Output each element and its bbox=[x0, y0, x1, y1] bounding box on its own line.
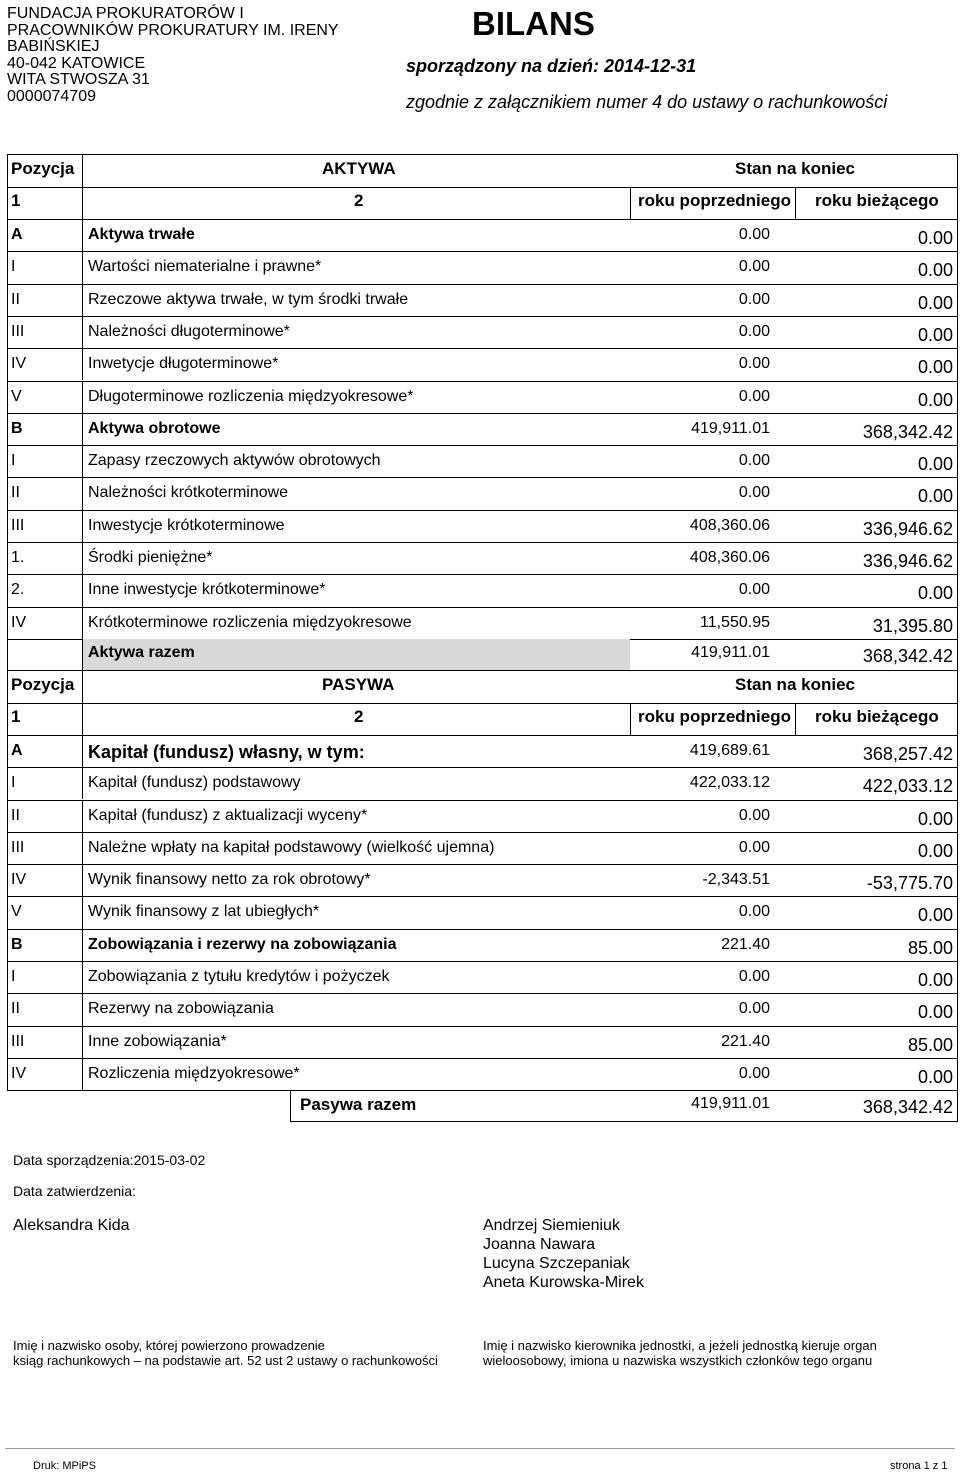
column-divider bbox=[82, 284, 83, 316]
column-header-name: PASYWA bbox=[322, 674, 395, 694]
accountant-caption bbox=[13, 1338, 438, 1368]
column-divider bbox=[82, 348, 83, 380]
row-name: Wynik finansowy netto za rok obrotowy* bbox=[88, 871, 371, 889]
column-divider bbox=[82, 800, 83, 832]
row-position: IV bbox=[11, 871, 27, 889]
row-name: Inne zobowiązania* bbox=[88, 1032, 227, 1050]
row-current-year-value: 0.00 bbox=[917, 905, 953, 926]
row-current-year-value: 31,395.80 bbox=[872, 615, 953, 636]
table-border-right bbox=[957, 154, 958, 1122]
row-prev-year-value: 221.40 bbox=[721, 1032, 770, 1050]
board-member: Lucyna Szczepaniak bbox=[483, 1255, 630, 1272]
column-header-stan: Stan na koniec bbox=[735, 159, 855, 178]
header-divider bbox=[7, 187, 957, 188]
column-divider bbox=[630, 703, 631, 735]
row-divider bbox=[7, 767, 957, 768]
table-border bbox=[7, 154, 957, 155]
column-divider bbox=[82, 607, 83, 639]
row-name: Należne wpłaty na kapitał podstawowy (wielkość ujemna) bbox=[88, 838, 495, 856]
column-divider bbox=[82, 832, 83, 864]
row-name: Inwetycje długoterminowe* bbox=[88, 355, 279, 373]
column-divider bbox=[82, 864, 83, 896]
row-divider bbox=[7, 348, 957, 349]
accountant-name: Aleksandra Kida bbox=[13, 1217, 130, 1234]
row-divider bbox=[7, 1026, 957, 1027]
row-position: III bbox=[11, 838, 25, 856]
row-name: Zobowiązania z tytułu kredytów i pożyczek bbox=[88, 968, 390, 985]
row-position: I bbox=[11, 968, 16, 985]
row-position: I bbox=[11, 774, 16, 792]
aktywa-total-prev: 419,911.01 bbox=[691, 643, 770, 661]
row-position: II bbox=[11, 290, 20, 308]
row-prev-year-value: 11,550.95 bbox=[700, 613, 770, 631]
row-prev-year-value: 0.00 bbox=[738, 581, 770, 599]
row-position: B bbox=[11, 935, 23, 953]
row-divider bbox=[7, 477, 957, 478]
row-divider bbox=[7, 800, 957, 801]
board-member: Joanna Nawara bbox=[483, 1236, 596, 1253]
document-title: BILANS bbox=[472, 5, 595, 42]
org-line: 0000074709 bbox=[7, 87, 96, 105]
row-prev-year-value: 419,689.61 bbox=[689, 741, 770, 759]
org-line: 40-042 KATOWICE bbox=[7, 54, 146, 72]
pasywa-total-prev: 419,911.01 bbox=[691, 1095, 770, 1113]
row-prev-year-value: 0.00 bbox=[738, 290, 770, 308]
row-divider bbox=[7, 607, 957, 608]
row-name: Rzeczowe aktywa trwałe, w tym środki trwałe bbox=[88, 290, 409, 308]
org-line: FUNDACJA PROKURATORÓW I bbox=[7, 5, 244, 22]
column-divider bbox=[82, 961, 83, 993]
row-name: Należności krótkoterminowe bbox=[88, 484, 289, 502]
date-created: Data sporządzenia:2015-03-02 bbox=[13, 1152, 206, 1168]
row-current-year-value: 0.00 bbox=[917, 324, 953, 345]
row-position: 1. bbox=[11, 549, 25, 566]
row-position: III bbox=[11, 1032, 25, 1050]
row-position: IV bbox=[11, 613, 27, 631]
board-member: Andrzej Siemieniuk bbox=[483, 1217, 620, 1234]
row-prev-year-value: 408,360.06 bbox=[689, 516, 770, 534]
row-current-year-value: 0.00 bbox=[917, 970, 953, 990]
column-divider bbox=[82, 993, 83, 1025]
column-divider bbox=[290, 1090, 291, 1122]
row-position: V bbox=[11, 903, 22, 921]
column-divider bbox=[82, 929, 83, 961]
row-divider bbox=[7, 832, 957, 833]
row-position: I bbox=[11, 258, 16, 276]
date-approved: Data zatwierdzenia: bbox=[13, 1183, 136, 1199]
board-names bbox=[483, 1216, 644, 1292]
footer-divider bbox=[5, 1448, 955, 1449]
row-divider bbox=[7, 1090, 957, 1091]
row-name: Środki pieniężne* bbox=[88, 549, 213, 566]
row-position: B bbox=[11, 419, 23, 437]
row-name: Długoterminowe rozliczenia międzyokresowe* bbox=[88, 387, 414, 405]
row-name: Rozliczenia międzyokresowe* bbox=[88, 1064, 300, 1082]
row-divider bbox=[7, 993, 957, 994]
pasywa-total-label: Pasywa razem bbox=[300, 1095, 417, 1115]
row-position: II bbox=[11, 806, 20, 824]
org-line: WITA STWOSZA 31 bbox=[7, 71, 150, 88]
column-header-name: AKTYWA bbox=[322, 159, 396, 178]
row-current-year-value: 85.00 bbox=[907, 937, 953, 958]
table-border-left bbox=[7, 154, 8, 1090]
column-divider bbox=[82, 1026, 83, 1058]
header-divider bbox=[7, 703, 957, 704]
row-name: Aktywa obrotowe bbox=[88, 419, 221, 437]
row-current-year-value: 0.00 bbox=[917, 389, 953, 410]
row-current-year-value: 0.00 bbox=[917, 808, 953, 829]
column-header-position: Pozycja bbox=[11, 159, 75, 178]
row-divider bbox=[7, 251, 957, 252]
org-line: PRACOWNIKÓW PROKURATURY IM. IRENY bbox=[7, 21, 339, 39]
column-number-2: 2 bbox=[354, 191, 364, 210]
row-divider bbox=[7, 316, 957, 317]
row-current-year-value: 0.00 bbox=[917, 583, 953, 604]
organization-block bbox=[7, 6, 387, 105]
row-divider bbox=[7, 445, 957, 446]
row-prev-year-value: 0.00 bbox=[738, 258, 770, 276]
row-current-year-value: 0.00 bbox=[917, 1002, 953, 1023]
aktywa-total-label: Aktywa razem bbox=[88, 643, 195, 661]
row-prev-year-value: 0.00 bbox=[738, 226, 770, 243]
column-divider bbox=[82, 219, 83, 251]
row-prev-year-value: 221.40 bbox=[721, 935, 770, 953]
row-prev-year-value: 0.00 bbox=[738, 903, 770, 921]
row-divider bbox=[7, 510, 957, 511]
legal-basis: zgodnie z załącznikiem numer 4 do ustawy o rachunkowości bbox=[406, 92, 888, 112]
row-divider bbox=[7, 1058, 957, 1059]
column-divider bbox=[82, 510, 83, 542]
row-name: Kapitał (fundusz) podstawowy bbox=[88, 774, 301, 792]
row-prev-year-value: 0.00 bbox=[738, 1000, 770, 1018]
row-prev-year-value: 0.00 bbox=[738, 1064, 770, 1082]
row-current-year-value: 0.00 bbox=[917, 292, 953, 313]
row-current-year-value: 336,946.62 bbox=[862, 518, 953, 539]
row-current-year-value: 0.00 bbox=[917, 228, 953, 248]
row-name: Kapitał (fundusz) z aktualizacji wyceny* bbox=[88, 806, 368, 824]
row-prev-year-value: 0.00 bbox=[738, 838, 770, 856]
column-divider bbox=[795, 703, 796, 735]
page-number: strona 1 z 1 bbox=[890, 1460, 948, 1472]
column-divider bbox=[630, 187, 631, 219]
row-divider bbox=[7, 961, 957, 962]
column-divider bbox=[82, 542, 83, 574]
row-current-year-value: 336,946.62 bbox=[862, 551, 953, 571]
caption-line: ksiąg rachunkowych – na podstawie art. 52 ust 2 ustawy o rachunkowości bbox=[13, 1353, 438, 1368]
row-name: Krótkoterminowe rozliczenia międzyokresowe bbox=[88, 613, 412, 631]
column-header-prev-year: roku poprzedniego bbox=[638, 706, 791, 726]
header-divider bbox=[7, 219, 957, 220]
column-divider bbox=[82, 381, 83, 413]
row-position: IV bbox=[11, 1064, 27, 1082]
column-divider bbox=[82, 574, 83, 606]
row-name: Inne inwestycje krótkoterminowe* bbox=[88, 581, 326, 599]
caption-line: wieloosobowy, imiona u nazwiska wszystkich członków tego organu bbox=[483, 1353, 873, 1368]
column-divider bbox=[82, 639, 83, 671]
row-name: Należności długoterminowe* bbox=[88, 322, 290, 340]
row-prev-year-value: 0.00 bbox=[738, 484, 770, 502]
row-name: Rezerwy na zobowiązania bbox=[88, 1000, 274, 1018]
header-divider bbox=[7, 735, 957, 736]
column-header-position: Pozycja bbox=[11, 674, 75, 694]
row-name: Wynik finansowy z lat ubiegłych* bbox=[88, 903, 320, 921]
row-current-year-value: 0.00 bbox=[917, 840, 953, 861]
row-divider bbox=[290, 1121, 957, 1122]
row-name: Kapitał (fundusz) własny, w tym: bbox=[88, 741, 365, 762]
row-position: III bbox=[11, 322, 25, 340]
row-current-year-value: 0.00 bbox=[917, 454, 953, 475]
row-divider bbox=[7, 284, 957, 285]
row-position: A bbox=[11, 226, 23, 243]
row-current-year-value: 85.00 bbox=[907, 1034, 953, 1055]
row-prev-year-value: 422,033.12 bbox=[689, 774, 770, 792]
org-line: BABIŃSKIEJ bbox=[7, 38, 100, 55]
row-divider bbox=[7, 670, 957, 671]
column-header-stan: Stan na koniec bbox=[735, 674, 855, 694]
row-current-year-value: 0.00 bbox=[917, 260, 953, 281]
row-name: Inwestycje krótkoterminowe bbox=[88, 516, 285, 534]
row-prev-year-value: -2,343.51 bbox=[702, 871, 770, 889]
row-divider bbox=[7, 896, 957, 897]
column-divider bbox=[82, 767, 83, 799]
column-divider bbox=[795, 187, 796, 219]
row-prev-year-value: 0.00 bbox=[738, 968, 770, 985]
row-divider bbox=[7, 574, 957, 575]
row-current-year-value: 368,257.42 bbox=[862, 743, 953, 764]
column-number-2: 2 bbox=[354, 706, 364, 726]
row-prev-year-value: 0.00 bbox=[738, 322, 770, 340]
row-divider bbox=[7, 381, 957, 382]
row-position: IV bbox=[11, 355, 27, 373]
row-prev-year-value: 0.00 bbox=[738, 355, 770, 373]
row-name: Zobowiązania i rezerwy na zobowiązania bbox=[88, 935, 397, 953]
row-position: II bbox=[11, 484, 20, 502]
row-prev-year-value: 419,911.01 bbox=[691, 419, 770, 437]
board-caption bbox=[483, 1338, 877, 1368]
row-current-year-value: 0.00 bbox=[917, 486, 953, 507]
row-position: A bbox=[11, 741, 23, 759]
row-prev-year-value: 0.00 bbox=[738, 806, 770, 824]
column-header-current-year: roku bieżącego bbox=[815, 191, 939, 210]
row-current-year-value: 368,342.42 bbox=[862, 421, 953, 442]
column-divider bbox=[82, 316, 83, 348]
caption-line: Imię i nazwisko osoby, której powierzono prowadzenie bbox=[13, 1338, 325, 1353]
row-current-year-value: 422,033.12 bbox=[862, 776, 953, 797]
row-prev-year-value: 0.00 bbox=[738, 387, 770, 405]
column-header-current-year: roku bieżącego bbox=[815, 706, 939, 726]
row-position: I bbox=[11, 452, 16, 470]
row-divider bbox=[7, 413, 957, 414]
column-divider bbox=[82, 445, 83, 477]
pasywa-total-cur: 368,342.42 bbox=[862, 1097, 953, 1118]
column-divider bbox=[82, 1058, 83, 1090]
row-divider bbox=[7, 864, 957, 865]
aktywa-total-cur: 368,342.42 bbox=[862, 645, 953, 666]
column-number-1: 1 bbox=[11, 706, 21, 726]
row-position: III bbox=[11, 516, 25, 534]
column-divider bbox=[82, 896, 83, 928]
row-current-year-value: 0.00 bbox=[917, 357, 953, 378]
row-name: Zapasy rzeczowych aktywów obrotowych bbox=[88, 452, 381, 470]
row-name: Wartości niematerialne i prawne* bbox=[88, 258, 322, 276]
row-current-year-value: 0.00 bbox=[917, 1066, 953, 1087]
row-divider bbox=[7, 929, 957, 930]
row-position: V bbox=[11, 387, 22, 405]
row-position: II bbox=[11, 1000, 20, 1018]
column-number-1: 1 bbox=[11, 191, 21, 210]
row-current-year-value: -53,775.70 bbox=[866, 873, 953, 894]
column-divider bbox=[82, 477, 83, 509]
row-prev-year-value: 0.00 bbox=[738, 452, 770, 470]
caption-line: Imię i nazwisko kierownika jednostki, a jeżeli jednostką kieruje organ bbox=[483, 1338, 877, 1353]
row-divider bbox=[7, 542, 957, 543]
column-header-prev-year: roku poprzedniego bbox=[638, 191, 791, 210]
row-name: Aktywa trwałe bbox=[88, 226, 195, 243]
column-divider bbox=[82, 251, 83, 283]
row-position: 2. bbox=[11, 581, 25, 599]
document-subtitle: sporządzony na dzień: 2014-12-31 bbox=[406, 56, 697, 76]
column-divider bbox=[82, 735, 83, 767]
print-label: Druk: MPiPS bbox=[33, 1460, 96, 1472]
board-member: Aneta Kurowska-Mirek bbox=[483, 1274, 644, 1291]
column-divider bbox=[82, 413, 83, 445]
row-prev-year-value: 408,360.06 bbox=[689, 549, 770, 566]
